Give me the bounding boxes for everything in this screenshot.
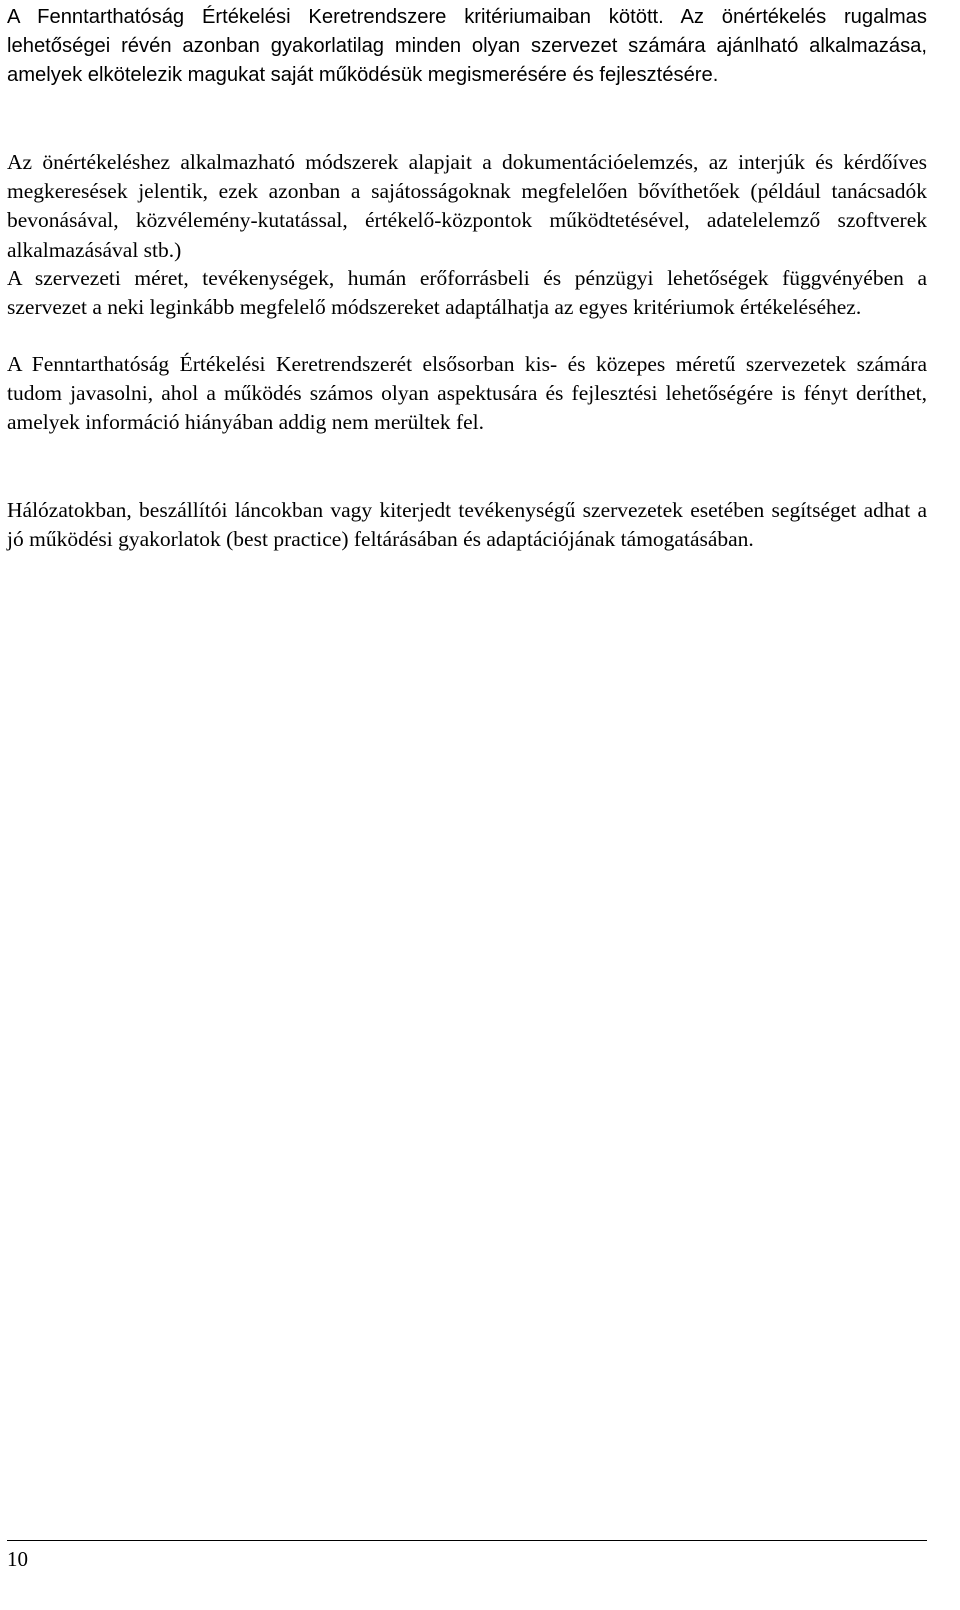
paragraph-methods: Az önértékeléshez alkalmazható módszerek alapjait a dokumentációelemzés, az interjúk és kérdőíves megkeresések jelentik, ezek azonban a sajátosságoknak megfelelően bővíthetőek (például tanácsadók bevonásával, közvélemény-kutatással, értékelő-központok működtetésével, adatelelemző szoftverek alkalmazásával stb.) [7, 150, 927, 262]
page-number: 10 [7, 1547, 28, 1571]
paragraph-adaptation: A szervezeti méret, tevékenységek, humán erőforrásbeli és pénzügyi lehetőségek függvényében a szervezet a neki leginkább megfelelő módszereket adaptálhatja az egyes kritériumok értékeléséhez. [7, 266, 927, 320]
paragraph-intro: A Fenntarthatóság Értékelési Keretrendszere kritériumaiban kötött. Az önértékelés rugalmas lehetőségei révén azonban gyakorlatilag minden olyan szervezet számára ajánlható alkalmazása, amelyek elkötelezik magukat saját működésük megismerésére és fejlesztésére. [7, 6, 927, 87]
footer-divider [7, 1540, 927, 1541]
paragraph-networks: Hálózatokban, beszállítói láncokban vagy kiterjedt tevékenységű szervezetek esetében segítséget adhat a jó működési gyakorlatok (best practice) feltárásában és adaptációjának támogatásában. [7, 498, 927, 552]
paragraph-recommendation: A Fenntarthatóság Értékelési Keretrendszerét elsősorban kis- és közepes méretű szervezetek számára tudom javasolni, ahol a működés számos olyan aspektusára és fejlesztési lehetőségére is fényt deríthet, amelyek információ hiányában addig nem merültek fel. [7, 352, 927, 435]
